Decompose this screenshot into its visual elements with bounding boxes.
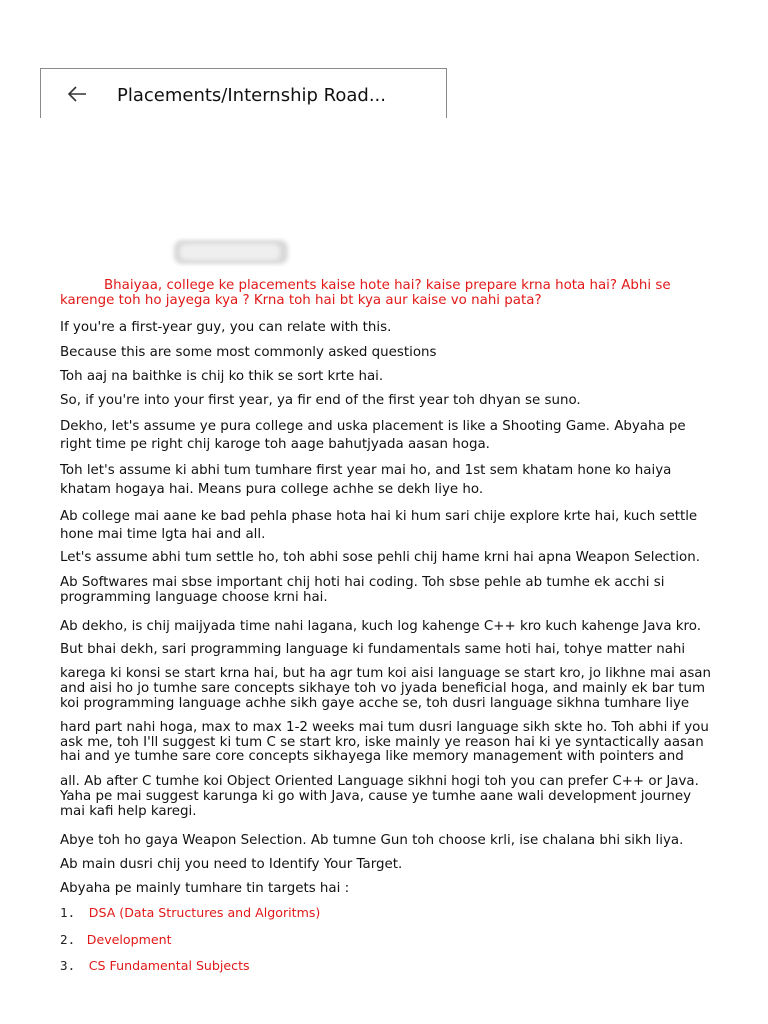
paragraph-line: hard part nahi hoga, max to max 1-2 weeks mai tum dusri language sikh skte ho. Toh abhi if you [60,720,709,735]
list-label: Development [86,932,172,947]
list-label: CS Fundamental Subjects [88,958,250,973]
intro-question-line: Bhaiyaa, college ke placements kaise hote hai? kaise prepare krna hota hai? Abhi se [104,278,671,293]
paragraph-line: So, if you're into your first year, ya fir end of the first year toh dhyan se suno. [60,393,581,408]
list-number: 1. [60,905,76,920]
page-header [40,68,447,118]
paragraph-line: Because this are some most commonly asked questions [60,345,437,360]
paragraph-line: If you're a first-year guy, you can relate with this. [60,320,392,335]
paragraph-line: hone mai time lgta hai and all. [60,527,266,542]
list-label: DSA (Data Structures and Algoritms) [88,905,321,920]
paragraph-line: Dekho, let's assume ye pura college and uska placement is like a Shooting Game. Abyaha pe [60,419,686,434]
paragraph-line: Ab Softwares mai sbse important chij hoti hai coding. Toh sbse pehle ab tumhe ek acchi si [60,575,665,590]
paragraph-line: koi programming language achhe sikh gaye acche se, toh dusri language sikhna tumhare liye [60,696,690,711]
redacted-name-blur [168,232,294,270]
targets-list-item [60,958,250,973]
targets-list-item [60,905,320,920]
paragraph-line: Toh aaj na baithke is chij ko thik se sort krte hai. [60,369,384,384]
targets-list-item [60,932,172,947]
paragraph-line: khatam hogaya hai. Means pura college achhe se dekh liye ho. [60,482,484,497]
back-arrow-icon[interactable] [65,83,89,105]
paragraph-line: and aisi ho jo tumhe sare concepts sikhaye toh vo jyada beneficial hoga, and mainly ek bar tum [60,681,706,696]
paragraph-line: hai and ye tumhe sare core concepts sikhayega like memory management with pointers and [60,749,684,764]
paragraph-line: all. Ab after C tumhe koi Object Oriented Language sikhni hogi toh you can prefer C++ or Java. [60,774,699,789]
paragraph-line: Abyaha pe mainly tumhare tin targets hai : [60,881,350,896]
paragraph-line: karega ki konsi se start krna hai, but ha agr tum koi aisi language se start kro, jo likhne mai asan [60,666,711,681]
paragraph-line: Abye toh ho gaya Weapon Selection. Ab tumne Gun toh choose krli, ise chalana bhi sikh liya. [60,833,684,848]
intro-question-line: karenge toh ho jayega kya ? Krna toh hai bt kya aur kaise vo nahi pata? [60,293,542,308]
paragraph-line: right time pe right chij karoge toh aage bahutjyada aasan hoga. [60,437,490,452]
paragraph-line: Ab dekho, is chij maijyada time nahi lagana, kuch log kahenge C++ kro kuch kahenge Java kro. [60,619,701,634]
paragraph-line: Ab main dusri chij you need to Identify Your Target. [60,857,403,872]
paragraph-line: mai kafi help karegi. [60,804,197,819]
paragraph-line: programming language choose krni hai. [60,590,328,605]
page-title: Placements/Internship Road... [117,85,386,106]
paragraph-line: Yaha pe mai suggest karunga ki go with Java, cause ye tumhe aane wali development journey [60,789,692,804]
list-number: 2. [60,932,76,947]
paragraph-line: Let's assume abhi tum settle ho, toh abhi sose pehli chij hame krni hai apna Weapon Selection. [60,550,700,565]
paragraph-line: ask me, toh I'll suggest ki tum C se start kro, iske mainly ye reason hai ki ye syntactically aasan [60,735,704,750]
list-number: 3. [60,958,76,973]
paragraph-line: Toh let's assume ki abhi tum tumhare first year mai ho, and 1st sem khatam hone ko haiya [60,463,672,478]
paragraph-line: But bhai dekh, sari programming language ki fundamentals same hoti hai, tohye matter nahi [60,642,686,657]
paragraph-line: Ab college mai aane ke bad pehla phase hota hai ki hum sari chije explore krte hai, kuch settle [60,509,698,524]
